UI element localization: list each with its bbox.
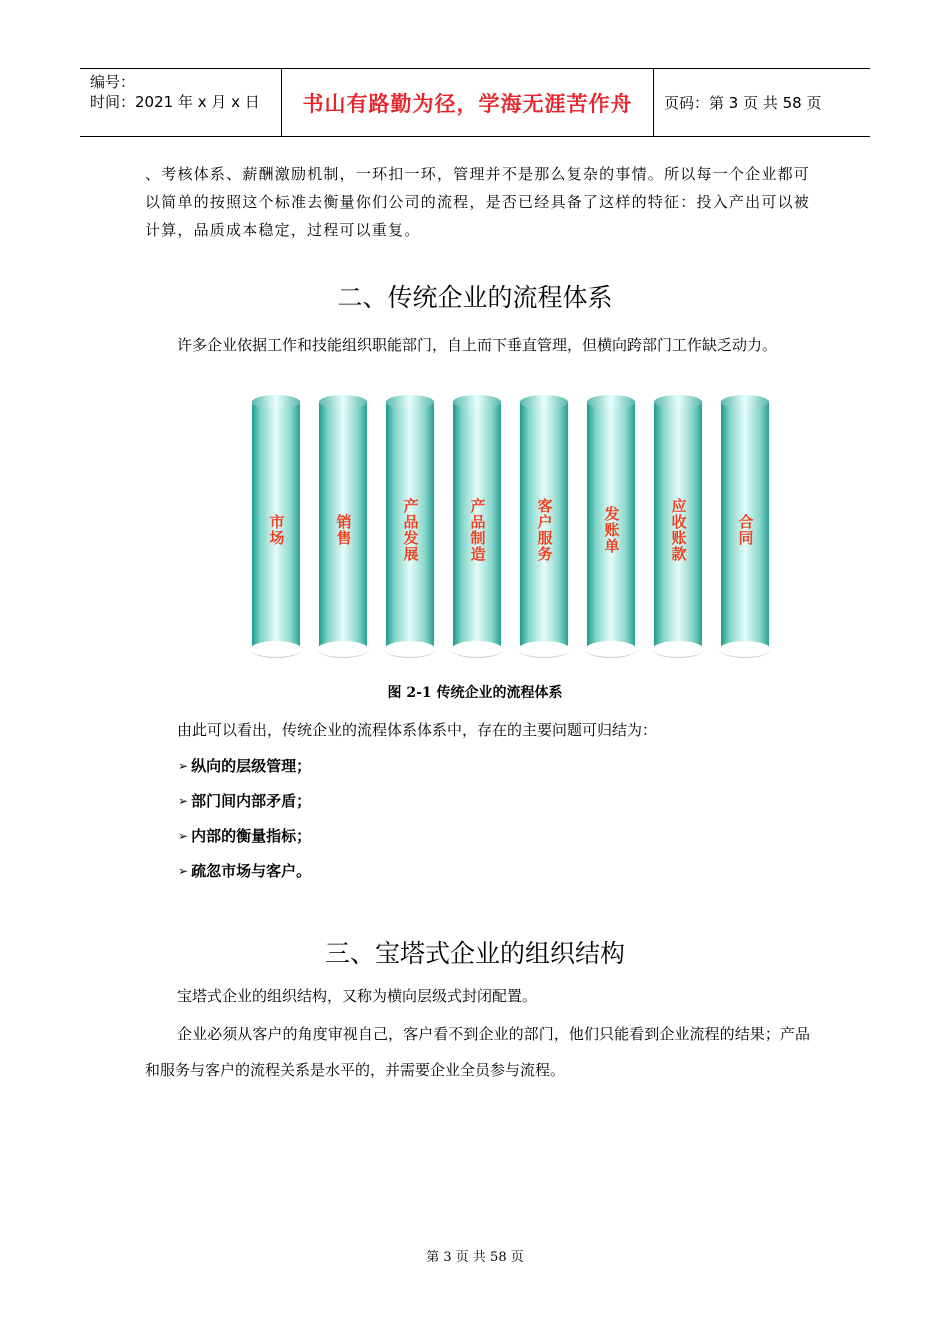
pillar-top [654,395,702,409]
pillar-base [652,641,704,658]
pillar-base [317,641,369,658]
pillar [319,395,367,657]
pillar [386,395,434,657]
pillar-label-wrap [587,485,635,575]
pillar-top [386,395,434,409]
list-item-text: 部门间内部矛盾； [191,791,312,810]
pillar-label: 销售 [334,514,353,546]
pillar-base [585,641,637,658]
list-item-text: 内部的衡量指标； [191,826,312,845]
pillar [252,395,300,657]
pillar-label: 产品制造 [468,498,487,562]
pillar-top [319,395,367,409]
pillar-top [453,395,501,409]
pillar [453,395,501,657]
arrow-bullet-icon: ➢ [178,828,189,843]
pillar-label-wrap [654,485,702,575]
header-time: 时间：2021 年 x 月 x 日 [90,93,260,111]
pillar [587,395,635,657]
pillar [520,395,568,657]
list-item-text: 纵向的层级管理； [191,756,312,775]
pillar-label: 市场 [267,514,286,546]
pillar-base [518,641,570,658]
list-item [178,818,311,853]
pillar-top [587,395,635,409]
page-footer: 第 3 页 共 58 页 [426,1250,524,1265]
pillar-label-wrap [721,485,769,575]
pillar [654,395,702,657]
pillar-base [384,641,436,658]
after-figure-text: 由此可以看出，传统企业的流程体系体系中，存在的主要问题可归结为： [177,721,658,739]
figure-pillars [252,395,782,667]
section3-heading: 三、宝塔式企业的组织结构 [324,939,625,968]
pillar-label-wrap [319,485,367,575]
pillar-label-wrap [453,485,501,575]
list-item [178,853,311,888]
arrow-bullet-icon: ➢ [178,793,189,808]
pillar-top [252,395,300,409]
figure-caption: 图 2-1 传统企业的流程体系 [387,685,563,701]
arrow-bullet-icon: ➢ [178,758,189,773]
pillar-base [250,641,302,658]
header-number: 编号： [90,73,136,91]
section2-paragraph: 许多企业依据工作和技能组织职能部门，自上而下垂直管理，但横向跨部门工作缺乏动力。 [177,336,778,354]
problem-list [178,748,311,888]
list-item [178,748,311,783]
section3-paragraph-2: 企业必须从客户的角度审视自己，客户看不到企业的部门，他们只能看到企业流程的结果；产品和服务与客户的流程关系是水平的，并需要企业全员参与流程。 [145,1025,810,1079]
pillar-label-wrap [386,485,434,575]
page-header [80,68,870,137]
list-item-text: 疏忽市场与客户。 [191,861,312,880]
pillar-top [721,395,769,409]
list-item [178,783,311,818]
pillar-label: 发账单 [602,506,621,554]
pillar-base [719,641,771,658]
pillar-top [520,395,568,409]
header-meta [80,69,282,136]
header-page-info: 页码：第 3 页 共 58 页 [664,94,822,112]
pillar-base [451,641,503,658]
pillar-label: 合同 [736,514,755,546]
intro-paragraph: 、考核体系、薪酬激励机制，一环扣一环，管理并不是那么复杂的事情。所以每一个企业都可以简单的按照这个标准去衡量你们公司的流程，是否已经具备了这样的特征：投入产出可以被计算，品质成本稳定，过程可以重复。 [145,165,810,239]
pillar-label: 应收账款 [669,498,688,562]
header-motto: 书山有路勤为径，学海无涯苦作舟 [282,69,654,136]
pillar-label: 客户服务 [535,498,554,562]
section3-paragraph-1: 宝塔式企业的组织结构，又称为横向层级式封闭配置。 [177,987,538,1005]
arrow-bullet-icon: ➢ [178,863,189,878]
pillar-label-wrap [520,485,568,575]
section2-heading: 二、传统企业的流程体系 [337,283,613,312]
pillar-label-wrap [252,485,300,575]
pillar [721,395,769,657]
pillar-label: 产品发展 [401,498,420,562]
